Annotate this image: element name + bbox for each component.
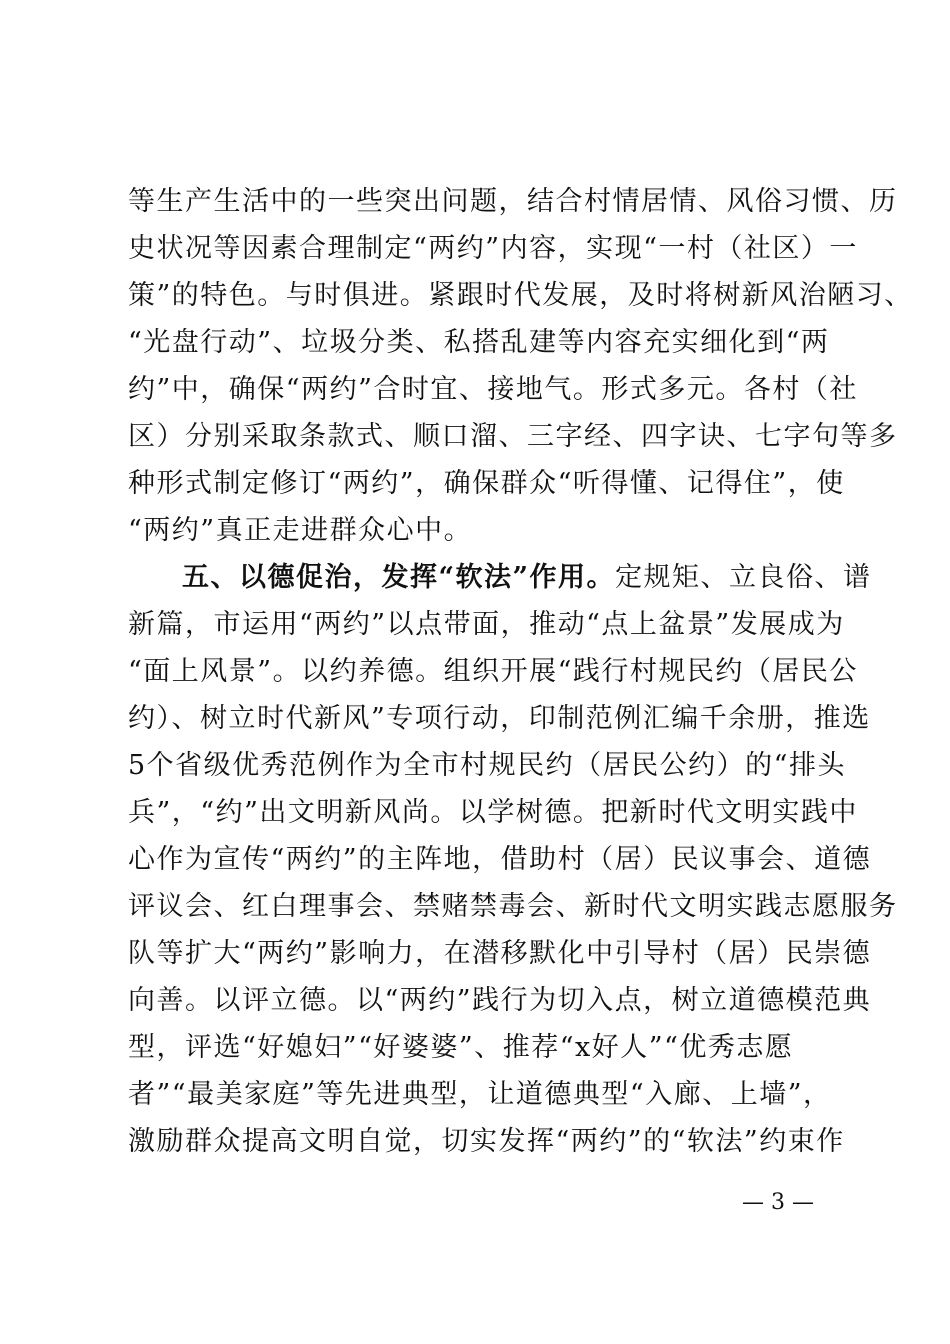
section-five-line-10: 向善。以评立德。以“两约”践行为切入点，树立道德模范典 xyxy=(128,985,872,1016)
text-line-6: 区）分别采取条款式、顺口溜、三字经、四字诀、七字句等多 xyxy=(128,421,898,452)
section-five-line-8: 评议会、红白理事会、禁赌禁毒会、新时代文明实践志愿服务 xyxy=(128,891,898,922)
section-five-line-3: “面上风景”。以约养德。组织开展“践行村规民约（居民公 xyxy=(128,656,858,687)
body-text xyxy=(128,178,913,1165)
text-line-2: 史状况等因素合理制定“两约”内容，实现“一村（社区）一 xyxy=(128,233,858,264)
page-number: — 3 — xyxy=(742,1190,814,1215)
section-five-line-2: 新篇，市运用“两约”以点带面，推动“点上盆景”发展成为 xyxy=(128,609,845,640)
section-five-line-4: 约）、树立时代新风”专项行动，印制范例汇编千余册，推选 xyxy=(128,703,871,734)
text-line-5: 约”中，确保“两约”合时宜、接地气。形式多元。各村（社 xyxy=(128,374,858,405)
text-line-7: 种形式制定修订“两约”，确保群众“听得懂、记得住”，使 xyxy=(128,468,845,499)
section-five-line-5: 5个省级优秀范例作为全市村规民约（居民公约）的“排头 xyxy=(128,750,846,781)
text-line-3: 策”的特色。与时俱进。紧跟时代发展，及时将树新风治陋习、 xyxy=(128,280,913,311)
section-five-line-11: 型，评选“好媳妇”“好婆婆”、推荐“x好人”“优秀志愿 xyxy=(128,1032,794,1063)
section-five-line-12: 者”“最美家庭”等先进典型，让道德典型“入廊、上墙”， xyxy=(128,1079,832,1110)
section-five-line-9: 队等扩大“两约”影响力，在潜移默化中引导村（居）民崇德 xyxy=(128,938,872,969)
section-five-line-13: 激励群众提高文明自觉，切实发挥“两约”的“软法”约束作 xyxy=(128,1126,845,1157)
text-line-4: “光盘行动”、垃圾分类、私搭乱建等内容充实细化到“两 xyxy=(128,327,830,358)
section-five-line-6: 兵”，“约”出文明新风尚。以学树德。把新时代文明实践中 xyxy=(128,797,858,828)
text-line-1: 等生产生活中的一些突出问题，结合村情居情、风俗习惯、历 xyxy=(128,186,898,217)
section-five-first-line xyxy=(128,554,872,601)
section-five-first-line-rest: 定规矩、立良俗、谱 xyxy=(615,562,872,593)
section-five-line-7: 心作为宣传“两约”的主阵地，借助村（居）民议事会、道德 xyxy=(128,844,872,875)
text-line-8: “两约”真正走进群众心中。 xyxy=(128,515,473,546)
section-five-heading: 五、以德促治，发挥“软法”作用。 xyxy=(182,562,616,593)
